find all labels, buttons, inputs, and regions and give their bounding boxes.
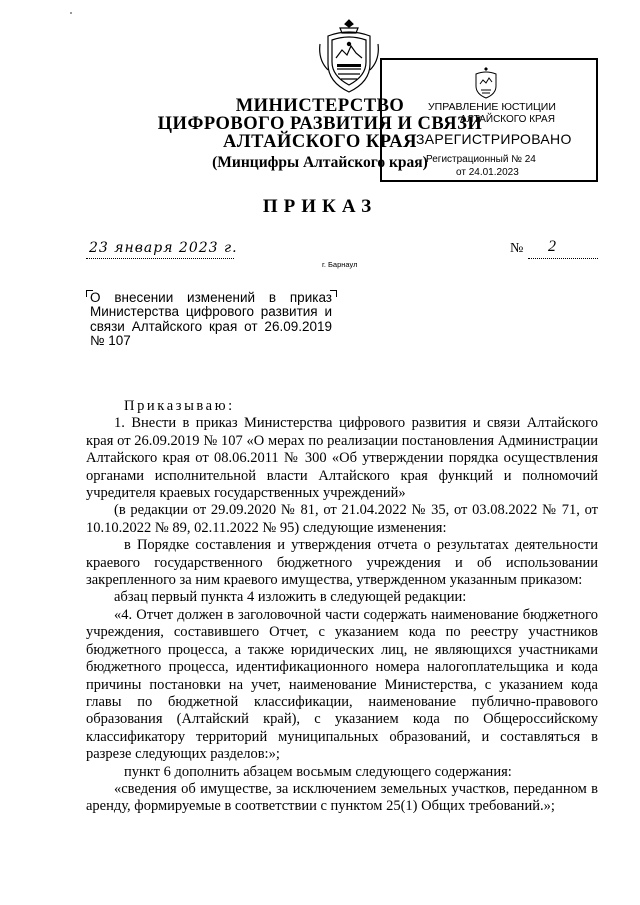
stamp-line-1: УПРАВЛЕНИЕ ЮСТИЦИИ [428,101,556,113]
order-city: г. Барнаул [322,260,358,269]
body-paragraph-6: пункт 6 дополнить абзацем восьмым следующего содержания: [124,763,512,780]
ministry-line-3: АЛТАЙСКОГО КРАЯ [223,132,417,152]
stamp-line-2: АЛТАЙСКОГО КРАЯ [460,114,555,125]
order-number: 2 [548,238,556,255]
order-date: 23 января 2023 г. [89,240,238,256]
stamp-reg-number: Регистрационный № 24 [426,154,536,165]
altai-coat-of-arms-icon [318,14,380,96]
stamp-date: от 24.01.2023 [456,167,519,178]
number-underline [528,258,598,259]
order-subject: О внесении изменений в приказ Министерства цифрового развития и связи Алтайского края от 26.09.2019 № 107 [90,290,332,348]
order-number-label: № [510,241,524,256]
body-paragraph-3: в Порядке составления и утверждения отчета о результатах деятельности краевого государственного бюджетного учреждения и об использовании закрепленного за ним краевого имущества, утвержденном указанным приказом: [86,537,598,589]
date-underline [86,258,234,259]
registration-stamp [380,58,598,182]
ministry-line-2: ЦИФРОВОГО РАЗВИТИЯ И СВЯЗИ [157,114,483,134]
ministry-short-name: (Минцифры Алтайского края) [212,154,428,171]
scan-speck [70,12,72,14]
ministry-line-1: МИНИСТЕРСТВО [235,96,405,116]
body-paragraph-7: «сведения об имуществе, за исключением земельных участков, переданном в аренду, формируемые в соответствии с пунктом 25(1) Общих требований.»; [86,780,598,815]
order-body [86,398,598,816]
stamp-emblem-icon [472,66,500,100]
body-paragraph-4: абзац первый пункта 4 изложить в следующей редакции: [114,589,467,606]
body-paragraph-1: 1. Внести в приказ Министерства цифрового развития и связи Алтайского края от 26.09.2019 № 107 «О мерах по реализации постановления Администрации Алтайского края от 08.06.2011 № 300 «Об утверждении порядка осуществления органами исполнительной власти Алтайского края функций и полномочий учредителя краевых государственных учреждений» [86,415,598,502]
order-title: ПРИКАЗ [262,196,378,217]
prikazyvayu-heading: Приказываю: [124,398,235,414]
stamp-registered: ЗАРЕГИСТРИРОВАНО [416,131,572,147]
body-paragraph-5: «4. Отчет должен в заголовочной части содержать наименование бюджетного учреждения, составившего Отчет, с указанием кода по реестру участников бюджетного процесса, а также юридических лиц, не являющихся участниками бюджетного процесса, идентификационного номера налогоплательщика и кода причины постановки на учет, наименование Министерства, с указанием кода главы по бюджетной классификации, наименование публично-правового образования (Алтайский край), с указанием кода по Общероссийскому классификатору территорий муниципальных образований, и составляться в разрезе следующих разделов:»; [86,606,598,763]
body-paragraph-2: (в редакции от 29.09.2020 № 81, от 21.04.2022 № 35, от 03.08.2022 № 71, от 10.10.2022 № 89, 02.11.2022 № 95) следующие изменения: [86,502,598,536]
